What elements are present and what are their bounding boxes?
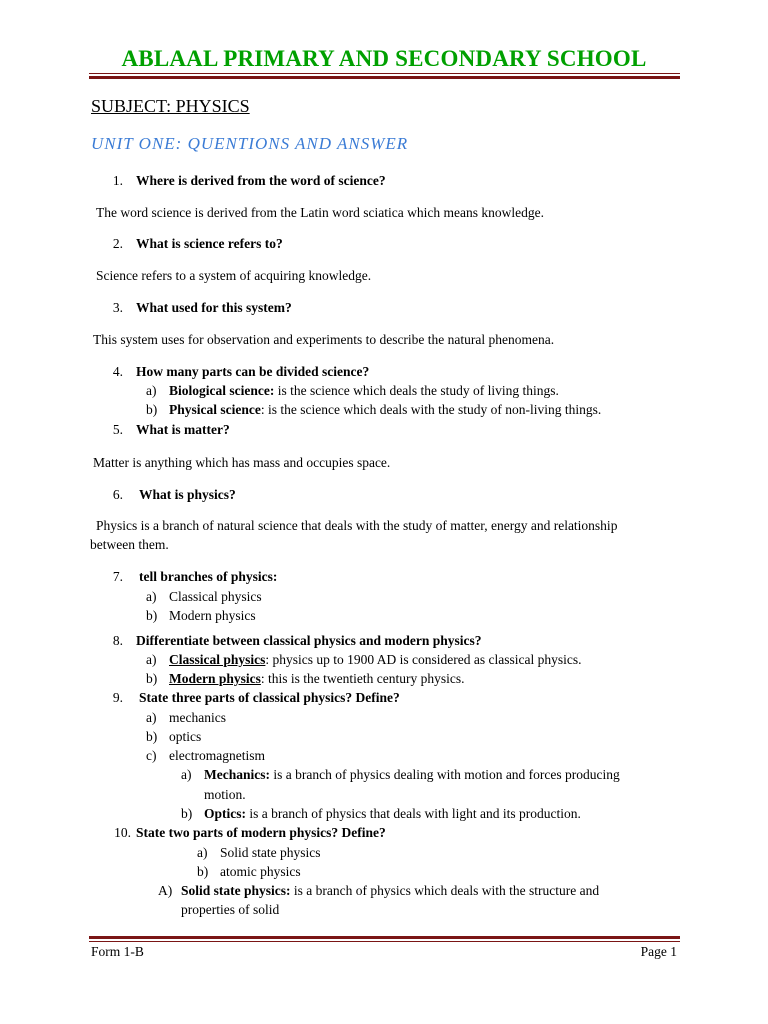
footer-rule-thin (89, 941, 680, 942)
answer-1: The word science is derived from the Latin word sciatica which means knowledge. (96, 205, 544, 220)
footer-page-number: Page 1 (640, 944, 677, 959)
answer-2: Science refers to a system of acquiring knowledge. (96, 268, 372, 283)
unit-heading: UNIT ONE: QUENTIONS AND ANSWER (91, 134, 409, 153)
header-rule-thick (89, 76, 680, 79)
footer-rule-thick (89, 936, 680, 939)
answer-6-line-1: Physics is a branch of natural science that deals with the study of matter, energy and relationship (96, 518, 618, 533)
answer-3: This system uses for observation and experiments to describe the natural phenomena. (93, 332, 555, 347)
list-item-continuation: motion. (204, 787, 246, 802)
list-item-continuation: properties of solid (181, 902, 280, 917)
header-rule-thin (89, 73, 680, 74)
subject-heading: SUBJECT: PHYSICS (91, 96, 250, 116)
answer-5: Matter is anything which has mass and occupies space. (93, 455, 391, 470)
school-title: ABLAAL PRIMARY AND SECONDARY SCHOOL (121, 46, 647, 71)
footer-form: Form 1-B (91, 944, 144, 959)
answer-6-line-2: between them. (90, 537, 169, 552)
